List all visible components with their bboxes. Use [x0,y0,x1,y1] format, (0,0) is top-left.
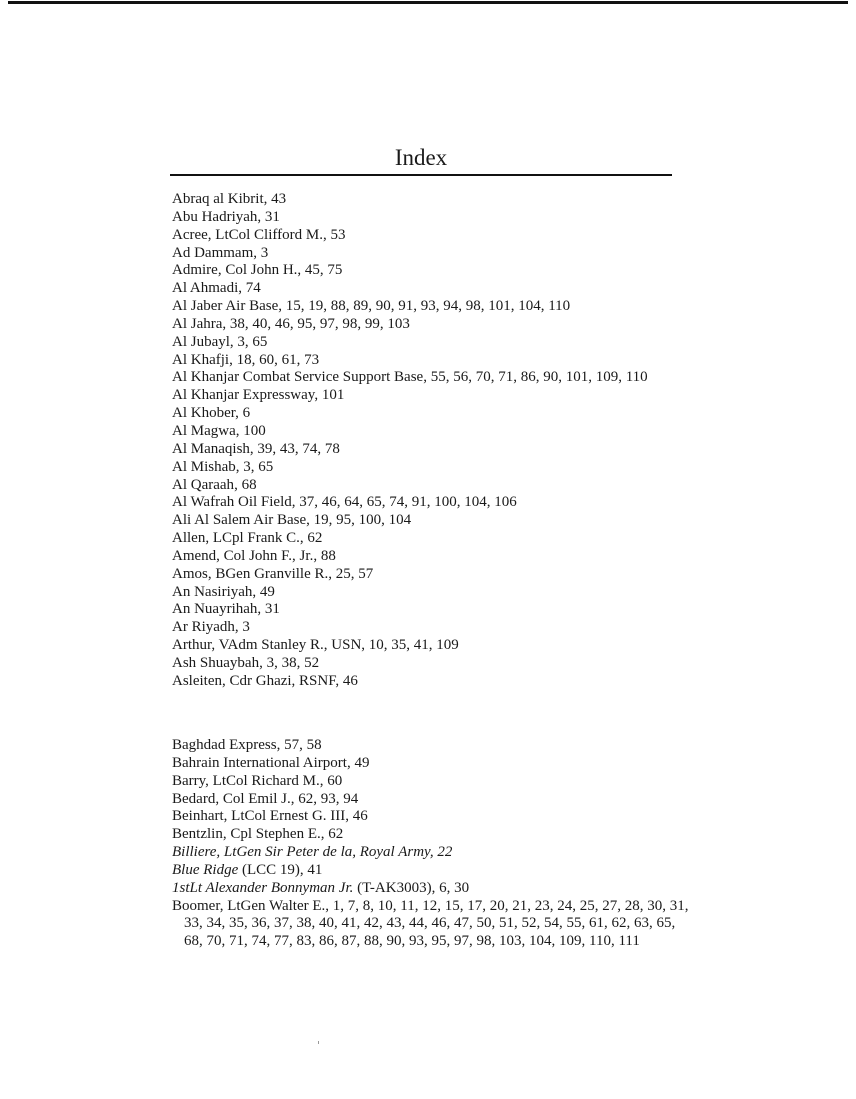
entry-term: Al Manaqish [172,440,250,457]
entry-page-refs: 18, 60, 61, 73 [236,351,320,368]
index-entry [172,880,694,898]
entry-page-refs: 100 [243,422,266,439]
entry-separator: , [319,772,328,789]
entry-separator: , [252,583,260,600]
entry-separator: , [297,262,305,279]
entry-term: Al Jahra [172,315,223,332]
index-entry [172,369,694,387]
index-entry [172,298,694,316]
entry-separator: , [345,808,353,825]
entry-term: Blue Ridge [172,861,239,878]
entry-term: Al Jubayl [172,333,230,350]
entry-term: An Nasiriyah [172,583,253,600]
entry-separator: , [325,897,333,914]
entry-page-refs: 101 [321,387,345,404]
index-entry [172,387,694,405]
entry-term: Baghdad Express [172,737,277,753]
entry-page-refs: 41 [307,861,323,878]
index-entry [172,601,694,619]
entry-separator: , [263,191,272,207]
entry-qualifier: (LCC 19) [238,861,300,878]
entry-separator: , [322,226,331,243]
entry-page-refs: 10, 35, 41, 109 [368,637,459,654]
index-entry [172,584,694,602]
entry-term: 1stLt Alexander Bonnyman Jr. [172,879,354,896]
entry-separator: , [249,440,258,457]
entry-separator: , [423,369,431,386]
entry-separator: , [313,547,321,564]
entry-page-refs: 3, 65 [243,458,274,475]
entry-separator: , [257,208,265,225]
entry-term: Al Khober [172,405,236,422]
entry-term: Al Jaber Air Base [172,298,279,315]
index-entry [172,791,694,809]
entry-separator: , [431,879,440,896]
entry-separator: , [429,844,438,861]
entry-separator: , [229,333,238,350]
entry-term: Al Khafji [172,351,230,368]
entry-page-refs: 3, 65 [237,333,268,350]
index-entry [172,619,694,637]
index-entry [172,566,694,584]
entry-term: Asleiten, Cdr Ghazi, RSNF [172,672,336,689]
index-entry [172,898,694,952]
entry-page-refs: 39, 43, 74, 78 [257,440,340,457]
entry-separator: , [299,861,308,878]
entry-page-refs: 55, 56, 70, 71, 86, 90, 101, 109, 110 [430,369,648,386]
entry-page-refs: 49 [354,754,370,771]
entry-separator: , [346,754,355,771]
index-entry [172,844,694,862]
index-entry [172,755,694,773]
index-entry [172,459,694,477]
index-entry [172,494,694,512]
index-entry [172,477,694,495]
entry-term: Abu Hadriyah [172,208,258,225]
scan-artifact [318,1041,319,1044]
entry-separator: , [320,826,329,843]
index-entry [172,808,694,826]
entry-page-refs: 45, 75 [304,262,343,279]
entry-separator: , [278,298,286,315]
entry-page-refs: 62 [328,826,344,843]
entry-page-refs: 74 [245,280,261,297]
entry-term: Abraq al Kibrit [172,191,264,207]
index-entry [172,862,694,880]
page-title: Index [394,145,448,170]
entry-term: Al Khanjar Combat Service Support Base [172,369,424,386]
entry-separator: , [229,351,237,368]
entry-separator: , [276,737,285,753]
entry-page-refs: 6 [242,405,251,422]
entry-separator: , [253,244,261,261]
index-entry [172,673,694,691]
entry-term: Al Magwa [172,422,236,439]
index-entry [172,227,694,245]
entry-page-refs: 31 [264,208,280,225]
index-entry [172,737,694,755]
entry-term: Ali Al Salem Air Base [172,512,307,529]
entry-term: Ad Dammam [172,244,254,261]
entry-term: Bahrain International Airport [172,754,347,771]
entry-page-refs: 88 [320,547,336,564]
index-entry [172,245,694,263]
entry-term: Boomer, LtGen Walter E. [172,897,326,914]
entry-separator: , [291,494,300,511]
entry-term: An Nuayrihah [172,601,258,618]
entry-page-refs: 3, 38, 52 [266,654,320,671]
entry-term: Al Ahmadi [172,280,239,297]
index-entry [172,316,694,334]
entry-term: Billiere, LtGen Sir Peter de la, Royal Army [172,844,430,861]
entry-page-refs: 1, 7, 8, 10, 11, 12, 15, 17, 20, 21, 23, 24, 25, 27, 28, 30, 31, 33, 34, 35, 36, 37, 38, 40, 41, 42, 43, 44, 46, 47, 50, 51, 52, 54, 55, 61, 62, 63, 65, 68, 70, 71, 74, 77, 83, 86, 87, 88, 90, 93, 95, 97, 98, 103, 104, 109, 110, 111 [184,897,689,950]
entry-page-refs: 43 [271,191,287,207]
entry-page-refs: 3 [260,244,269,261]
entry-separator: , [222,315,230,332]
entry-term: Barry, LtCol Richard M. [172,772,320,789]
entry-term: Admire, Col John H. [172,262,298,279]
entry-term: Bentzlin, Cpl Stephen E. [172,826,321,843]
entry-page-refs: 25, 57 [335,565,374,582]
index-entry [172,773,694,791]
entry-qualifier: (T-AK3003) [353,879,432,896]
entry-term: Al Mishab [172,458,236,475]
entry-term: Al Qaraah [172,476,235,493]
entry-page-refs: 15, 19, 88, 89, 90, 91, 93, 94, 98, 101, 104, 110 [285,298,571,315]
index-entry [172,280,694,298]
index-entry [172,441,694,459]
entry-separator: , [234,476,242,493]
entry-separator: , [259,654,267,671]
index-entry [172,262,694,280]
entry-separator: , [306,512,314,529]
entry-term: Bedard, Col Emil J. [172,790,291,807]
index-section-b [172,737,692,951]
entry-page-refs: 62, 93, 94 [298,790,359,807]
entry-page-refs: 3 [242,619,250,636]
entry-page-refs: 46 [342,672,358,689]
entry-separator: , [361,637,369,654]
entry-page-refs: 62 [307,530,323,547]
entry-term: Al Khanjar Expressway [172,387,315,404]
entry-page-refs: 53 [330,226,346,243]
entry-page-refs: 46 [352,808,368,825]
entry-term: Ar Riyadh [172,619,235,636]
index-entry [172,209,694,227]
entry-term: Allen, LCpl Frank C. [172,530,300,547]
entry-separator: , [234,619,243,636]
index-section-a [172,191,692,691]
index-entry [172,405,694,423]
entry-separator: , [238,280,246,297]
entry-separator: , [235,405,243,422]
entry-page-refs: 38, 40, 46, 95, 97, 98, 99, 103 [229,315,410,332]
entry-separator: , [235,422,244,439]
index-entry [172,826,694,844]
entry-term: Ash Shuaybah [172,654,260,671]
entry-separator: , [328,565,336,582]
entry-page-refs: 57, 58 [284,737,322,753]
top-border-rule [8,1,848,4]
index-entry [172,334,694,352]
entry-page-refs: 37, 46, 64, 65, 74, 91, 100, 104, 106 [299,494,517,511]
entry-term: Arthur, VAdm Stanley R., USN [172,637,362,654]
index-entry [172,512,694,530]
index-entry [172,352,694,370]
entry-separator: , [235,458,244,475]
entry-separator: , [257,601,265,618]
entry-separator: , [299,530,308,547]
index-entry [172,530,694,548]
entry-page-refs: 22 [437,844,453,861]
index-entry [172,655,694,673]
entry-term: Amos, BGen Granville R. [172,565,329,582]
entry-term: Acree, LtCol Clifford M. [172,226,323,243]
entry-page-refs: 6, 30 [439,879,470,896]
entry-page-refs: 49 [259,583,275,600]
entry-page-refs: 31 [264,601,280,618]
entry-separator: , [290,790,299,807]
entry-term: Beinhart, LtCol Ernest G. III [172,808,346,825]
index-entry [172,548,694,566]
entry-term: Amend, Col John F., Jr. [172,547,314,564]
entry-term: Al Wafrah Oil Field [172,494,292,511]
index-entry [172,637,694,655]
index-entry [172,191,694,209]
entry-page-refs: 60 [327,772,343,789]
entry-page-refs: 19, 95, 100, 104 [313,512,412,529]
title-underline [170,174,672,176]
entry-separator: , [314,387,322,404]
entry-separator: , [335,672,343,689]
entry-page-refs: 68 [241,476,257,493]
index-entry [172,423,694,441]
